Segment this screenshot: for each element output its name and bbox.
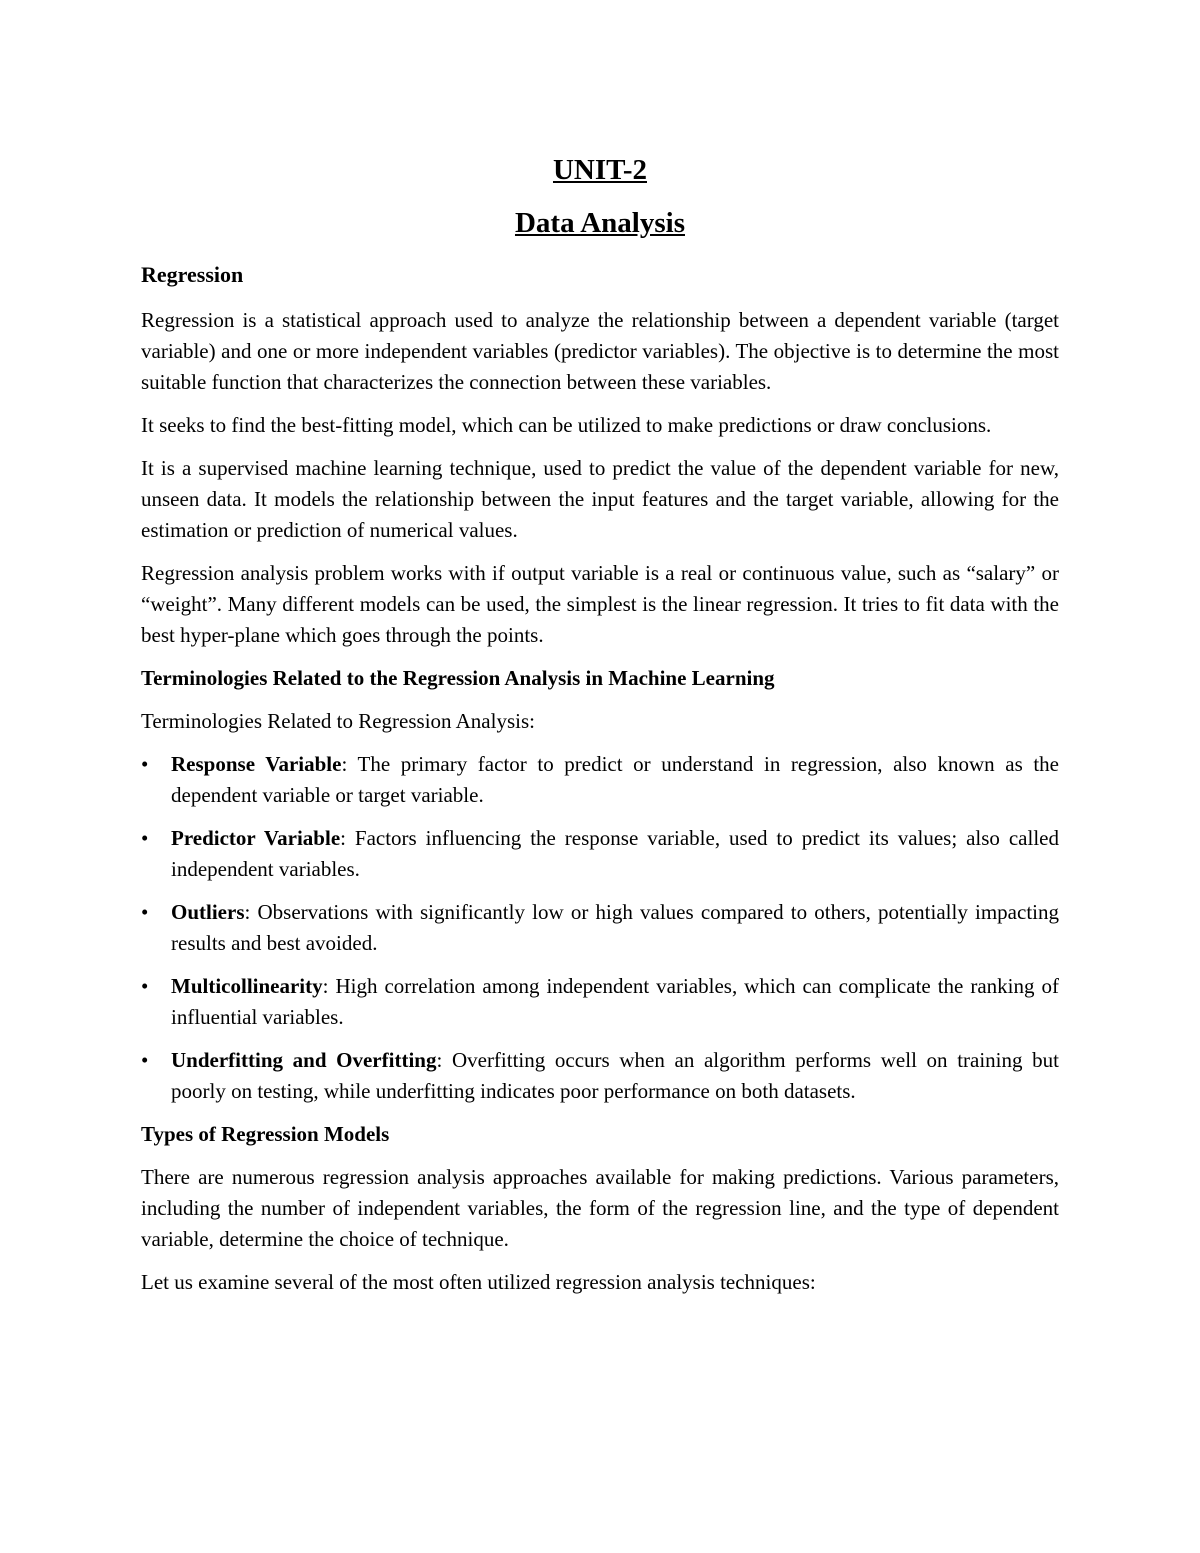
term-name: Response Variable (171, 752, 342, 776)
paragraph: It seeks to find the best-fitting model, which can be utilized to make predictions or draw conclusions. (141, 413, 992, 437)
bullet-icon: • (141, 752, 149, 776)
bullet-icon: • (141, 900, 149, 924)
list-item (141, 897, 1059, 959)
section-heading-types: Types of Regression Models (141, 1122, 390, 1146)
bullet-icon: • (141, 974, 149, 998)
paragraph: Regression analysis problem works with if output variable is a real or continuous value, such as “salary” or “weight”. Many different models can be used, the simplest is the linear regression. It tries to fit data with the best hyper-plane which goes through the points. (141, 561, 1059, 647)
paragraph: Terminologies Related to Regression Analysis: (141, 709, 535, 733)
term-name: Underfitting and Overfitting (171, 1048, 437, 1072)
term-description: : Overfitting occurs when an algorithm performs well on training but poorly on testing, while underfitting indicates poor performance on both datasets. (171, 1048, 1060, 1103)
list-item (141, 1045, 1059, 1107)
paragraph: Let us examine several of the most often utilized regression analysis techniques: (141, 1270, 816, 1294)
list-item (141, 971, 1059, 1033)
term-name: Multicollinearity (171, 974, 323, 998)
bullet-icon: • (141, 826, 149, 850)
unit-title: UNIT-2 (552, 154, 647, 186)
term-description: : Observations with significantly low or high values compared to others, potentially impacting results and best avoided. (171, 900, 1059, 955)
section-heading-terminologies: Terminologies Related to the Regression Analysis in Machine Learning (141, 666, 775, 690)
document-title: Data Analysis (514, 207, 685, 239)
term-description: : High correlation among independent variables, which can complicate the ranking of influential variables. (171, 974, 1059, 1029)
list-item (141, 749, 1059, 811)
document-page (141, 150, 1059, 1298)
paragraph: It is a supervised machine learning technique, used to predict the value of the dependent variable for new, unseen data. It models the relationship between the input features and the target variable, allowing for the estimation or prediction of numerical values. (141, 456, 1059, 542)
term-name: Predictor Variable (171, 826, 341, 850)
bullet-icon: • (141, 1048, 149, 1072)
paragraph: There are numerous regression analysis approaches available for making predictions. Various parameters, including the number of independent variables, the form of the regression line, and the type of dependent variable, determine the choice of technique. (141, 1165, 1059, 1251)
term-description: : The primary factor to predict or understand in regression, also known as the dependent variable or target variable. (171, 752, 1059, 807)
terminology-list (141, 749, 1059, 1107)
section-heading-regression: Regression (141, 262, 244, 287)
term-description: : Factors influencing the response variable, used to predict its values; also called independent variables. (171, 826, 1059, 881)
list-item (141, 823, 1059, 885)
paragraph: Regression is a statistical approach used to analyze the relationship between a dependent variable (target variable) and one or more independent variables (predictor variables). The objective is to determine the most suitable function that characterizes the connection between these variables. (141, 308, 1059, 394)
term-name: Outliers (171, 900, 245, 924)
